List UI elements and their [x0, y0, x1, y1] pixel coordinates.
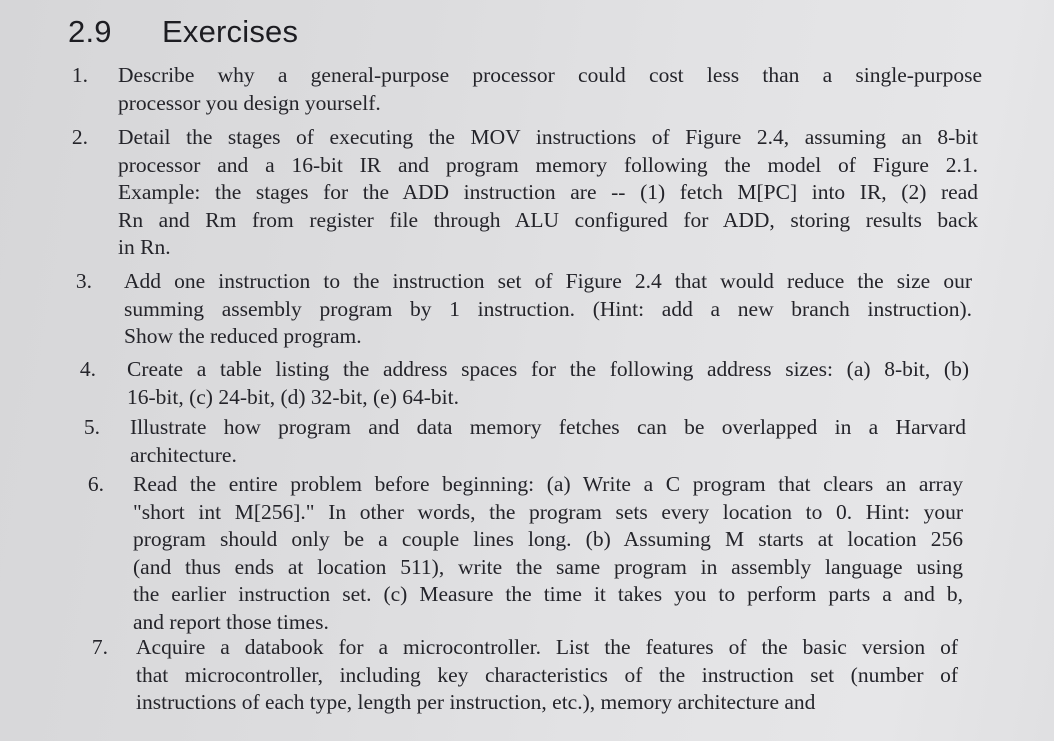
exercise-line: architecture.	[130, 442, 237, 467]
exercise-line: Show the reduced program.	[124, 324, 362, 348]
exercise-number: 6.	[87, 472, 104, 496]
exercise-text	[133, 471, 963, 636]
exercise-text	[130, 414, 966, 469]
exercise-line: Create a table listing the address spaces for the following address sizes: (a) 8-bit, (b)	[127, 357, 969, 381]
exercise-number: 1.	[71, 63, 88, 87]
exercise-line: Read the entire problem before beginning: (a) Write a C program that clears an array	[133, 472, 963, 496]
exercise-line: Illustrate how program and data memory fetches can be overlapped in a Harvard	[130, 415, 966, 439]
section-number: 2.9	[68, 14, 112, 49]
exercise-line: summing assembly program by 1 instruction. (Hint: add a new branch instruction).	[124, 296, 972, 321]
exercise-text	[118, 62, 982, 117]
exercise-line: program should only be a couple lines long. (b) Assuming M starts at location 256	[133, 527, 963, 551]
exercise-text	[136, 634, 958, 717]
exercise-line: processor you design yourself.	[118, 90, 381, 115]
exercise-text	[118, 124, 978, 262]
exercise-line: the earlier instruction set. (c) Measure the time it takes you to perform parts a and b,	[133, 582, 963, 606]
exercise-line: and report those times.	[133, 609, 329, 634]
exercise-text	[124, 268, 972, 351]
exercise-number: 7.	[91, 635, 108, 659]
section-title: Exercises	[162, 14, 299, 49]
exercise-line: "short int M[256]." In other words, the program sets every location to 0. Hint: your	[133, 499, 963, 524]
exercise-line: 16-bit, (c) 24-bit, (d) 32-bit, (e) 64-bit.	[127, 384, 459, 409]
exercise-line: in Rn.	[118, 235, 171, 259]
exercise-text	[127, 356, 969, 411]
exercise-line: Example: the stages for the ADD instruction are -- (1) fetch M[PC] into IR, (2) read	[118, 180, 978, 204]
exercise-line: Acquire a databook for a microcontroller. List the features of the basic version of	[136, 635, 958, 659]
exercise-line: Rn and Rm from register file through ALU configured for ADD, storing results back	[118, 207, 978, 232]
exercise-line: Describe why a general-purpose processor could cost less than a single-purpose	[118, 63, 982, 87]
exercise-number: 4.	[79, 357, 96, 381]
exercise-number: 2.	[71, 125, 88, 149]
exercise-number: 3.	[75, 269, 92, 293]
exercise-line: Add one instruction to the instruction set of Figure 2.4 that would reduce the size our	[124, 269, 972, 293]
exercise-line: (and thus ends at location 511), write the same program in assembly language using	[133, 554, 963, 579]
exercise-line: instructions of each type, length per instruction, etc.), memory architecture and	[136, 690, 816, 714]
exercise-line: Detail the stages of executing the MOV instructions of Figure 2.4, assuming an 8-bit	[118, 125, 978, 149]
exercise-line: processor and a 16-bit IR and program memory following the model of Figure 2.1.	[118, 152, 978, 177]
exercise-line: that microcontroller, including key characteristics of the instruction set (number of	[136, 662, 958, 687]
exercise-number: 5.	[83, 415, 100, 439]
